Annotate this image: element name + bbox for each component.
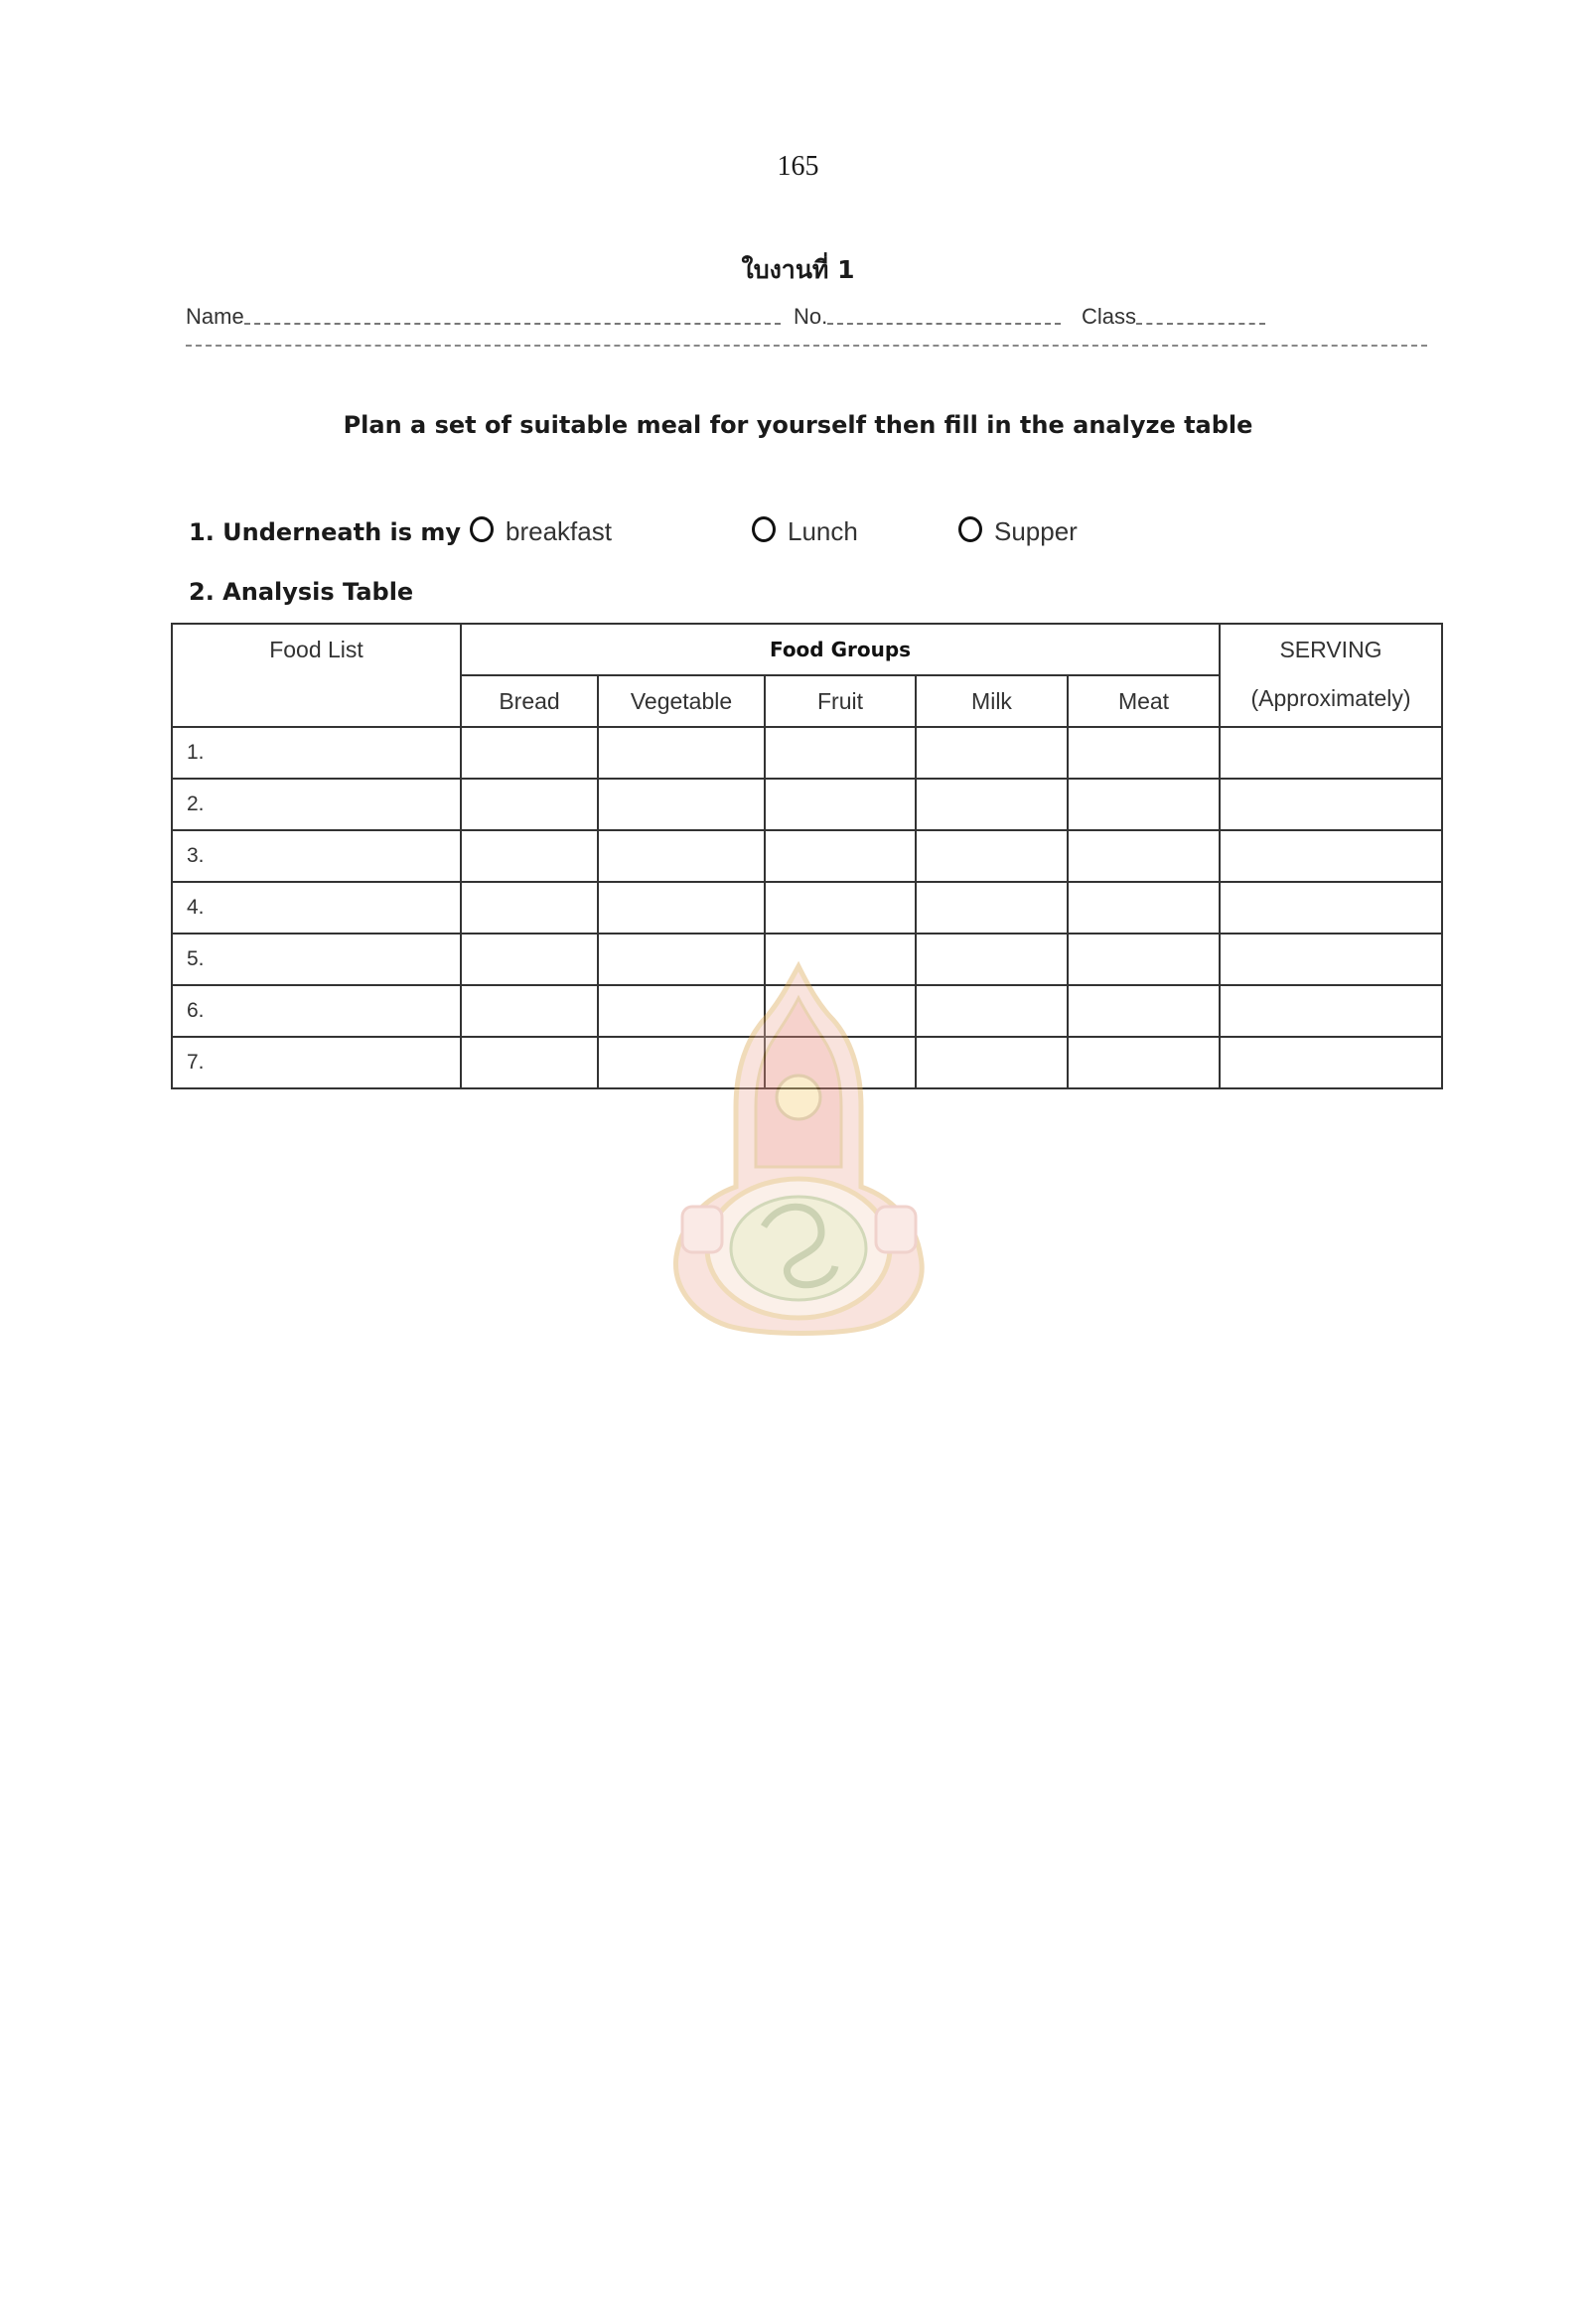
name-blank[interactable] bbox=[244, 323, 781, 325]
class-label: Class bbox=[1082, 304, 1137, 329]
fruit-cell[interactable] bbox=[765, 830, 916, 882]
bread-cell[interactable] bbox=[461, 727, 598, 779]
page-number: 165 bbox=[777, 151, 819, 182]
table-row bbox=[172, 934, 1442, 985]
number-blank[interactable] bbox=[827, 323, 1061, 325]
fruit-cell[interactable] bbox=[765, 985, 916, 1037]
bread-cell[interactable] bbox=[461, 985, 598, 1037]
bread-cell[interactable] bbox=[461, 934, 598, 985]
option-label: breakfast bbox=[506, 516, 612, 546]
food-list-cell[interactable]: 7. bbox=[172, 1037, 461, 1088]
food-list-header: Food List bbox=[172, 624, 461, 727]
option-lunch[interactable] bbox=[752, 510, 858, 547]
table-row bbox=[172, 1037, 1442, 1088]
meat-cell[interactable] bbox=[1068, 727, 1220, 779]
bread-cell[interactable] bbox=[461, 830, 598, 882]
group-header-meat: Meat bbox=[1068, 675, 1220, 727]
serving-cell[interactable] bbox=[1220, 882, 1442, 934]
vegetable-cell[interactable] bbox=[598, 882, 765, 934]
food-list-cell[interactable]: 3. bbox=[172, 830, 461, 882]
table-row bbox=[172, 985, 1442, 1037]
radio-circle-icon[interactable] bbox=[470, 516, 494, 542]
fruit-cell[interactable] bbox=[765, 934, 916, 985]
group-header-bread: Bread bbox=[461, 675, 598, 727]
serving-cell[interactable] bbox=[1220, 985, 1442, 1037]
meat-cell[interactable] bbox=[1068, 934, 1220, 985]
option-label: Lunch bbox=[788, 516, 858, 546]
vegetable-cell[interactable] bbox=[598, 1037, 765, 1088]
serving-cell[interactable] bbox=[1220, 1037, 1442, 1088]
number-label: No. bbox=[794, 304, 828, 329]
food-list-cell[interactable]: 4. bbox=[172, 882, 461, 934]
group-header-vegetable: Vegetable bbox=[598, 675, 765, 727]
bread-cell[interactable] bbox=[461, 1037, 598, 1088]
table-body bbox=[172, 727, 1442, 1088]
vegetable-cell[interactable] bbox=[598, 779, 765, 830]
group-header-milk: Milk bbox=[916, 675, 1068, 727]
radio-circle-icon[interactable] bbox=[752, 516, 776, 542]
group-header-fruit: Fruit bbox=[765, 675, 916, 727]
food-list-cell[interactable]: 6. bbox=[172, 985, 461, 1037]
meal-question-label: 1. Underneath is my bbox=[189, 518, 462, 546]
bread-cell[interactable] bbox=[461, 882, 598, 934]
student-info-line bbox=[186, 304, 1422, 338]
milk-cell[interactable] bbox=[916, 985, 1068, 1037]
table-row bbox=[172, 779, 1442, 830]
vegetable-cell[interactable] bbox=[598, 985, 765, 1037]
meat-cell[interactable] bbox=[1068, 779, 1220, 830]
meat-cell[interactable] bbox=[1068, 830, 1220, 882]
radio-circle-icon[interactable] bbox=[958, 516, 982, 542]
serving-cell[interactable] bbox=[1220, 779, 1442, 830]
meat-cell[interactable] bbox=[1068, 1037, 1220, 1088]
serving-cell[interactable] bbox=[1220, 727, 1442, 779]
meal-question bbox=[189, 510, 1281, 554]
header-divider bbox=[186, 345, 1427, 347]
serving-subheader: (Approximately) bbox=[1250, 685, 1411, 711]
option-supper[interactable] bbox=[958, 510, 1078, 547]
worksheet-title: ใบงานที่ 1 bbox=[741, 255, 855, 284]
vegetable-cell[interactable] bbox=[598, 934, 765, 985]
milk-cell[interactable] bbox=[916, 727, 1068, 779]
table-row bbox=[172, 727, 1442, 779]
milk-cell[interactable] bbox=[916, 779, 1068, 830]
food-list-cell[interactable]: 2. bbox=[172, 779, 461, 830]
analysis-table bbox=[171, 623, 1443, 1089]
serving-header-label: SERVING bbox=[1279, 637, 1382, 662]
analysis-table-title: 2. Analysis Table bbox=[189, 578, 414, 606]
class-blank[interactable] bbox=[1136, 323, 1265, 325]
table-row bbox=[172, 882, 1442, 934]
serving-cell[interactable] bbox=[1220, 934, 1442, 985]
food-list-cell[interactable]: 5. bbox=[172, 934, 461, 985]
meat-cell[interactable] bbox=[1068, 882, 1220, 934]
milk-cell[interactable] bbox=[916, 882, 1068, 934]
vegetable-cell[interactable] bbox=[598, 727, 765, 779]
milk-cell[interactable] bbox=[916, 934, 1068, 985]
vegetable-cell[interactable] bbox=[598, 830, 765, 882]
table-row bbox=[172, 830, 1442, 882]
food-list-cell[interactable]: 1. bbox=[172, 727, 461, 779]
milk-cell[interactable] bbox=[916, 830, 1068, 882]
bread-cell[interactable] bbox=[461, 779, 598, 830]
number-field[interactable] bbox=[794, 304, 1061, 330]
milk-cell[interactable] bbox=[916, 1037, 1068, 1088]
fruit-cell[interactable] bbox=[765, 1037, 916, 1088]
option-breakfast[interactable] bbox=[470, 510, 612, 547]
class-field[interactable] bbox=[1082, 304, 1265, 330]
name-label: Name bbox=[186, 304, 244, 329]
serving-header bbox=[1220, 624, 1442, 727]
food-groups-header: Food Groups bbox=[461, 624, 1220, 675]
fruit-cell[interactable] bbox=[765, 882, 916, 934]
name-field[interactable] bbox=[186, 304, 781, 330]
serving-cell[interactable] bbox=[1220, 830, 1442, 882]
option-label: Supper bbox=[994, 516, 1078, 546]
fruit-cell[interactable] bbox=[765, 779, 916, 830]
fruit-cell[interactable] bbox=[765, 727, 916, 779]
instruction-text: Plan a set of suitable meal for yourself then fill in the analyze table bbox=[343, 411, 1253, 439]
meat-cell[interactable] bbox=[1068, 985, 1220, 1037]
